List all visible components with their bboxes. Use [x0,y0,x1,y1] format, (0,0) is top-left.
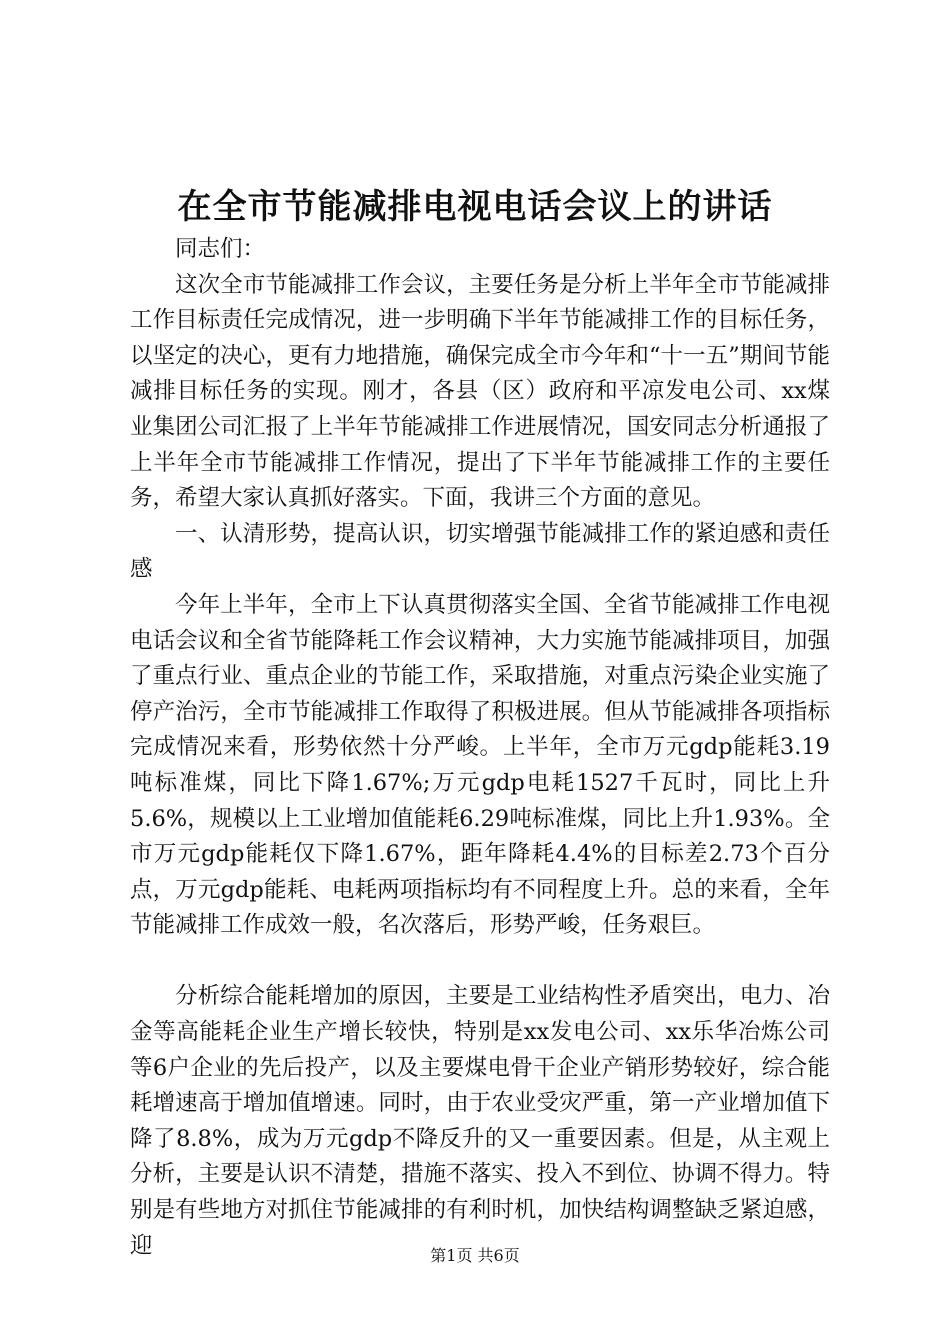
paragraph-intro: 这次全市节能减排工作会议，主要任务是分析上半年全市节能减排工作目标责任完成情况，进一步明确下半年节能减排工作的目标任务，以坚定的决心，更有力地措施，确保完成全市今年和“十一五”期间节能减排目标任务的实现。刚才，各县（区）政府和平凉发电公司、xx煤业集团公司汇报了上半年节能减排工作进展情况，国安同志分析通报了上半年全市节能减排工作情况，提出了下半年节能减排工作的主要任务，希望大家认真抓好落实。下面，我讲三个方面的意见。 [130,271,830,512]
section-heading-1: 一、认清形势，提高认识，切实增强节能减排工作的紧迫感和责任感 [130,520,830,583]
document-body [130,232,830,1264]
paragraph-analysis: 分析综合能耗增加的原因，主要是工业结构性矛盾突出，电力、冶金等高能耗企业生产增长较快，特别是xx发电公司、xx乐华冶炼公司等6户企业的先后投产，以及主要煤电骨干企业产销形势较好，综合能耗增速高于增加值增速。同时，由于农业受灾严重，第一产业增加值下降了8.8%，成为万元gdp不降反升的又一重要因素。但是，从主观上分析，主要是认识不清楚，措施不落实、投入不到位、协调不得力。特别是有些地方对抓住节能减排的有利时机，加快结构调整缺乏紧迫感，迎 [130,983,830,1259]
document-title: 在全市节能减排电视电话会议上的讲话 [177,187,773,227]
page-footer: 第1页 共6页 [430,1246,520,1265]
paragraph-situation: 今年上半年，全市上下认真贯彻落实全国、全省节能减排工作电视电话会议和全省节能降耗工作会议精神，大力实施节能减排项目，加强了重点行业、重点企业的节能工作，采取措施，对重点污染企业实施了停产治污，全市节能减排工作取得了积极进展。但从节能减排各项指标完成情况来看，形势依然十分严峻。上半年，全市万元gdp能耗3.19吨标准煤，同比下降1.67%;万元gdp电耗1527千瓦时，同比上升5.6%，规模以上工业增加值能耗6.29吨标准煤，同比上升1.93%。全市万元gdp能耗仅下降1.67%，距年降耗4.4%的目标差2.73个百分点，万元gdp能耗、电耗两项指标均有不同程度上升。总的来看，全年节能减排工作成效一般，名次落后，形势严峻，任务艰巨。 [130,591,830,939]
salutation: 同志们： [175,236,266,262]
